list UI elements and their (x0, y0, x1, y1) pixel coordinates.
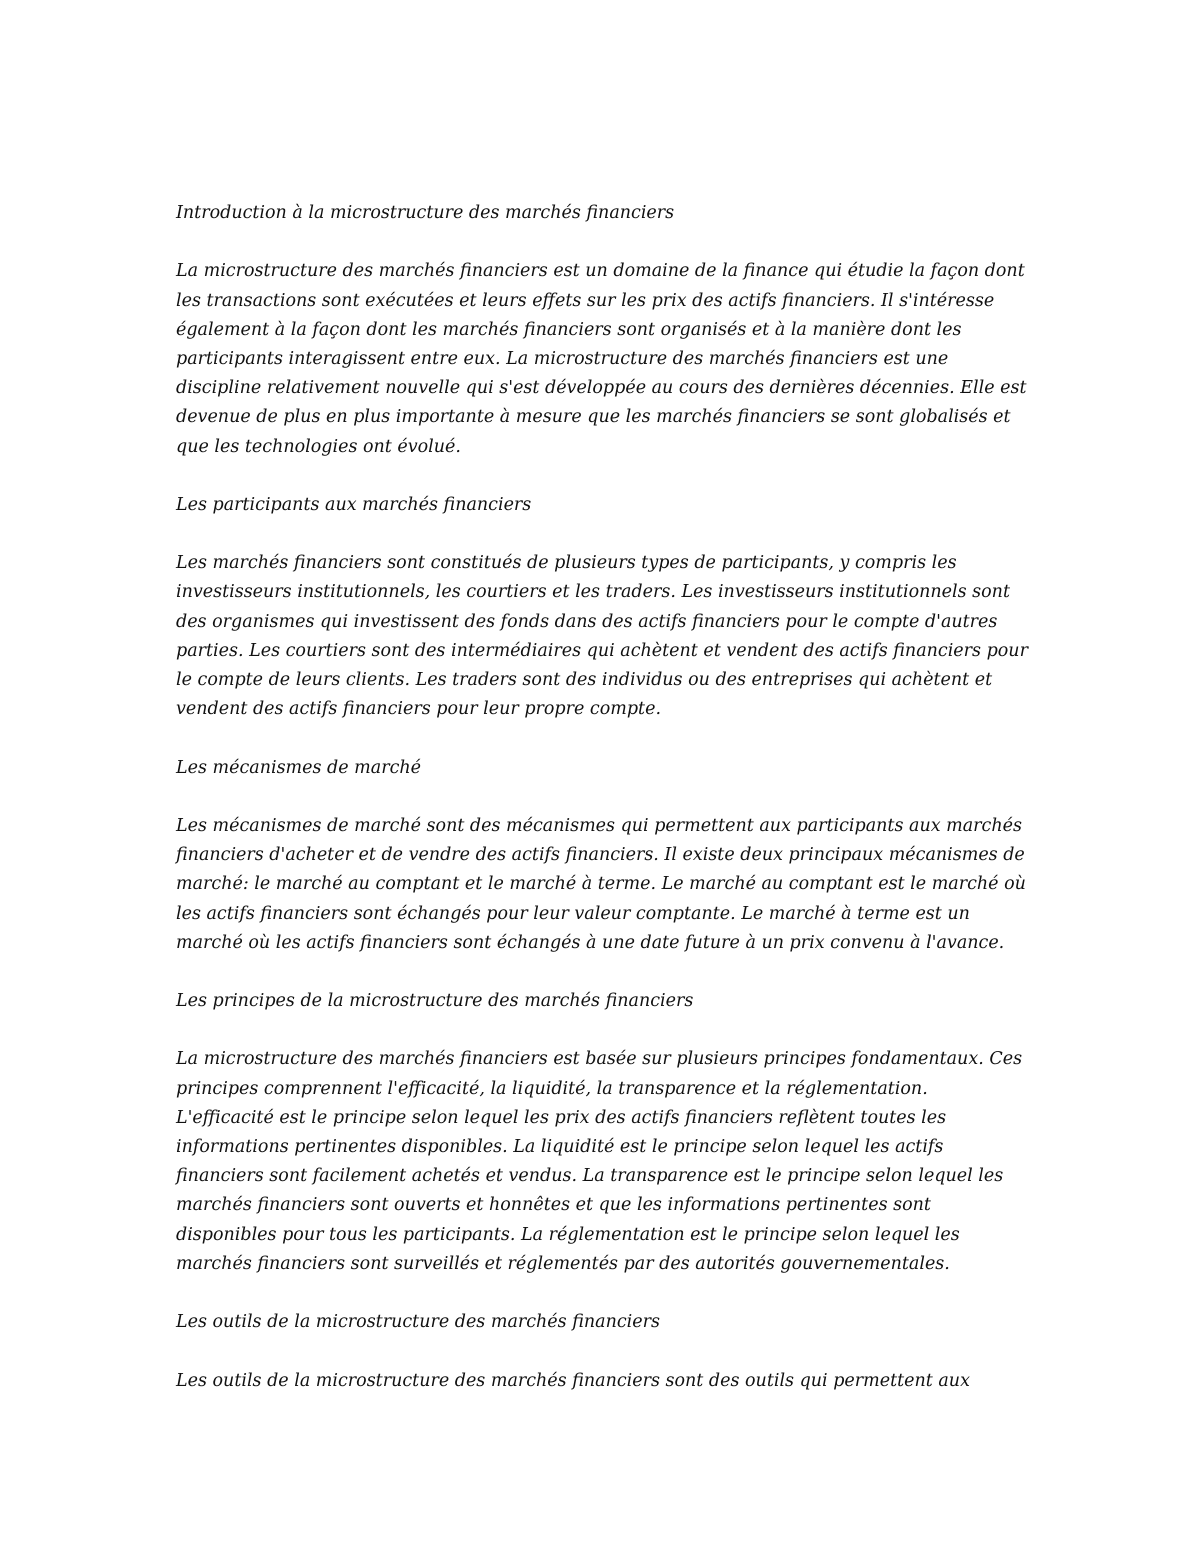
paragraph-line: La microstructure des marchés financiers est basée sur plusieurs principes fondamentaux. Ces (176, 1049, 1023, 1070)
paragraph-line: disponibles pour tous les participants. La réglementation est le principe selon lequel les (176, 1224, 960, 1245)
paragraph-line: marché: le marché au comptant et le marché à terme. Le marché au comptant est le marché où (176, 874, 1026, 895)
document-page (176, 199, 1036, 1396)
paragraph-line: les transactions sont exécutées et leurs effets sur les prix des actifs financiers. Il s'intéresse (176, 290, 995, 311)
paragraph-line: les actifs financiers sont échangés pour leur valeur comptante. Le marché à terme est un (176, 903, 970, 924)
paragraph-line: discipline relativement nouvelle qui s'est développée au cours des dernières décennies. Elle est (176, 378, 1027, 399)
section-heading (176, 754, 1036, 783)
heading-text: Les mécanismes de marché (176, 757, 421, 778)
heading-text: Les outils de la microstructure des marchés financiers (176, 1312, 660, 1333)
paragraph-line: informations pertinentes disponibles. La liquidité est le principe selon lequel les actifs (176, 1137, 944, 1157)
paragraph-line: participants interagissent entre eux. La microstructure des marchés financiers est une (176, 348, 949, 369)
paragraph-spacer (176, 1016, 1036, 1045)
heading-text: Les participants aux marchés financiers (176, 494, 532, 515)
paragraph-line: vendent des actifs financiers pour leur propre compte. (176, 699, 662, 720)
paragraph-line: investisseurs institutionnels, les courtiers et les traders. Les investisseurs institutionnels sont (176, 582, 1010, 603)
paragraph-line: marchés financiers sont surveillés et réglementés par des autorités gouvernementales. (176, 1253, 950, 1274)
paragraph-line: devenue de plus en plus importante à mesure que les marchés financiers se sont globalisés et (176, 407, 1011, 428)
paragraph-line: financiers sont facilement achetés et vendus. La transparence est le principe selon lequel les (176, 1166, 1004, 1187)
paragraph (176, 812, 1036, 958)
paragraph-spacer (176, 724, 1036, 753)
paragraph (176, 1045, 1036, 1279)
paragraph (176, 257, 1036, 461)
section-heading (176, 491, 1036, 520)
paragraph (176, 549, 1036, 724)
paragraph-spacer (176, 958, 1036, 987)
paragraph-spacer (176, 228, 1036, 257)
paragraph-line: parties. Les courtiers sont des intermédiaires qui achètent et vendent des actifs financiers pour (176, 640, 1028, 661)
paragraph-line: La microstructure des marchés financiers est un domaine de la finance qui étudie la façon dont (176, 261, 1025, 282)
paragraph-line: principes comprennent l'efficacité, la liquidité, la transparence et la réglementation. (176, 1078, 928, 1099)
paragraph-line: Les outils de la microstructure des marchés financiers sont des outils qui permettent aux (176, 1370, 970, 1391)
paragraph-line: financiers d'acheter et de vendre des actifs financiers. Il existe deux principaux mécanismes de (176, 845, 1025, 866)
paragraph-line: marchés financiers sont ouverts et honnêtes et que les informations pertinentes sont (176, 1195, 931, 1216)
section-heading (176, 199, 1036, 228)
section-heading (176, 1308, 1036, 1337)
paragraph-spacer (176, 520, 1036, 549)
heading-text: Les principes de la microstructure des marchés financiers (176, 991, 694, 1012)
paragraph-line: le compte de leurs clients. Les traders sont des individus ou des entreprises qui achètent et (176, 670, 993, 690)
paragraph (176, 1367, 1036, 1396)
paragraph-line: Les marchés financiers sont constitués de plusieurs types de participants, y compris les (176, 553, 957, 574)
paragraph-spacer (176, 1279, 1036, 1308)
heading-text: Introduction à la microstructure des marchés financiers (176, 203, 675, 223)
paragraph-spacer (176, 462, 1036, 491)
section-heading (176, 987, 1036, 1016)
paragraph-line: des organismes qui investissent des fonds dans des actifs financiers pour le compte d'autres (176, 611, 998, 632)
paragraph-line: L'efficacité est le principe selon lequel les prix des actifs financiers reflètent toutes les (176, 1107, 947, 1128)
paragraph-spacer (176, 1337, 1036, 1366)
document-body (176, 199, 1036, 1396)
paragraph-line: marché où les actifs financiers sont échangés à une date future à un prix convenu à l'avance. (176, 932, 1005, 953)
paragraph-line: également à la façon dont les marchés financiers sont organisés et à la manière dont les (176, 319, 962, 340)
paragraph-line: Les mécanismes de marché sont des mécanismes qui permettent aux participants aux marchés (176, 815, 1022, 836)
paragraph-spacer (176, 783, 1036, 812)
paragraph-line: que les technologies ont évolué. (176, 436, 461, 457)
